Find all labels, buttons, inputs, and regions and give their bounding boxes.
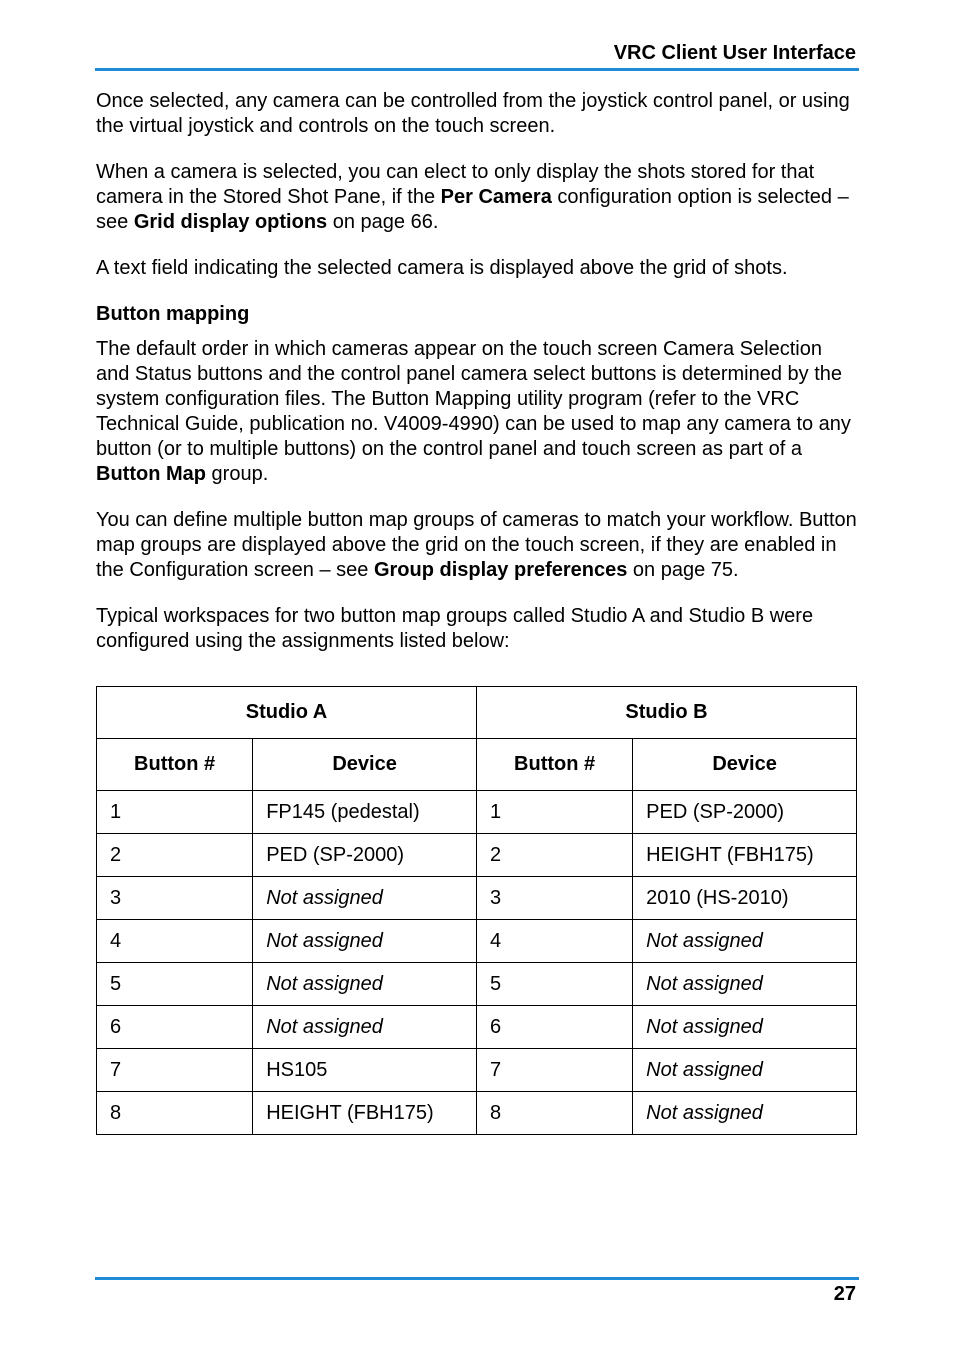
text-run: on page 66. (327, 211, 439, 233)
page-number: 27 (833, 1283, 856, 1305)
cell-button-number-b: 6 (476, 1006, 632, 1049)
table-row (97, 920, 857, 963)
cell-button-number-b: 8 (476, 1092, 632, 1135)
text-run: on page 75. (627, 559, 739, 581)
bold-term-button-map: Button Map (96, 463, 206, 485)
text-run: configuration option is selected – see (96, 186, 849, 233)
cell-device-a: Not assigned (253, 920, 477, 963)
column-header-button-a: Button # (97, 739, 253, 791)
cell-device-a: HEIGHT (FBH175) (253, 1092, 477, 1135)
cell-device-b: Not assigned (633, 963, 857, 1006)
cell-device-b: Not assigned (633, 1049, 857, 1092)
paragraph-default-order (96, 337, 858, 487)
cell-device-a: FP145 (pedestal) (253, 791, 477, 834)
cell-button-number-a: 8 (97, 1092, 253, 1135)
text-run: The default order in which cameras appear on the touch screen Camera Selection and Status buttons and the control panel camera select buttons is determined by the system configuration files. The Button Mapping utility program (refer to the VRC Technical Guide, publication no. V4009-4990) can be used to map any camera to any button (or to multiple buttons) on the control panel and touch screen as part of a (96, 338, 851, 460)
table-row (97, 1092, 857, 1135)
column-header-button-b: Button # (476, 739, 632, 791)
table-row (97, 834, 857, 877)
text-run: You can define multiple button map groups of cameras to match your workflow. Button map groups are displayed above the grid on the touch screen, if they are enabled in the Configuration screen – see (96, 509, 857, 581)
group-header-studio-b: Studio B (476, 687, 856, 739)
cell-device-a: Not assigned (253, 877, 477, 920)
cell-button-number-a: 6 (97, 1006, 253, 1049)
column-header-device-a: Device (253, 739, 477, 791)
page-body (96, 89, 858, 675)
cell-button-number-b: 1 (476, 791, 632, 834)
paragraph-camera-control: Once selected, any camera can be controlled from the joystick control panel, or using the virtual joystick and controls on the touch screen. (96, 90, 850, 137)
cell-button-number-a: 5 (97, 963, 253, 1006)
table-body (97, 791, 857, 1135)
button-mapping-table (96, 686, 857, 1135)
table-row (97, 963, 857, 1006)
table-row (97, 791, 857, 834)
footer-rule (95, 1277, 859, 1280)
text-run: group. (205, 463, 269, 485)
running-header-title: VRC Client User Interface (613, 42, 856, 64)
section-heading-button-mapping: Button mapping (96, 303, 250, 325)
group-header-studio-a: Studio A (97, 687, 477, 739)
cell-device-b: 2010 (HS-2010) (633, 877, 857, 920)
cell-device-b: Not assigned (633, 1006, 857, 1049)
cell-device-b: Not assigned (633, 920, 857, 963)
paragraph-stored-shots (96, 160, 858, 235)
text-run: When a camera is selected, you can elect to only display the shots stored for that camera in the Stored Shot Pane, if the (96, 161, 815, 208)
column-header-device-b: Device (633, 739, 857, 791)
table-row (97, 1049, 857, 1092)
cell-device-b: Not assigned (633, 1092, 857, 1135)
cell-button-number-b: 4 (476, 920, 632, 963)
cell-device-b: PED (SP-2000) (633, 791, 857, 834)
cell-device-a: Not assigned (253, 963, 477, 1006)
cell-button-number-b: 3 (476, 877, 632, 920)
paragraph-typical-workspaces: Typical workspaces for two button map groups called Studio A and Studio B were configured using the assignments listed below: (96, 605, 814, 652)
cell-button-number-b: 2 (476, 834, 632, 877)
table-group-header-row (97, 687, 857, 739)
cross-reference-group-display-preferences: Group display preferences (373, 559, 628, 581)
cell-device-b: HEIGHT (FBH175) (633, 834, 857, 877)
header-rule (95, 68, 859, 71)
cell-button-number-a: 3 (97, 877, 253, 920)
cell-button-number-a: 4 (97, 920, 253, 963)
cell-button-number-a: 7 (97, 1049, 253, 1092)
cell-device-a: PED (SP-2000) (253, 834, 477, 877)
cell-button-number-b: 5 (476, 963, 632, 1006)
cell-button-number-a: 1 (97, 791, 253, 834)
cell-device-a: HS105 (253, 1049, 477, 1092)
table-column-header-row (97, 739, 857, 791)
cross-reference-grid-display-options: Grid display options (133, 211, 328, 233)
table-row (97, 1006, 857, 1049)
paragraph-button-map-groups (96, 508, 858, 583)
cell-button-number-b: 7 (476, 1049, 632, 1092)
paragraph-selected-camera-field: A text field indicating the selected camera is displayed above the grid of shots. (96, 257, 788, 279)
bold-term-per-camera: Per Camera (440, 186, 552, 208)
cell-device-a: Not assigned (253, 1006, 477, 1049)
cell-button-number-a: 2 (97, 834, 253, 877)
table-row (97, 877, 857, 920)
